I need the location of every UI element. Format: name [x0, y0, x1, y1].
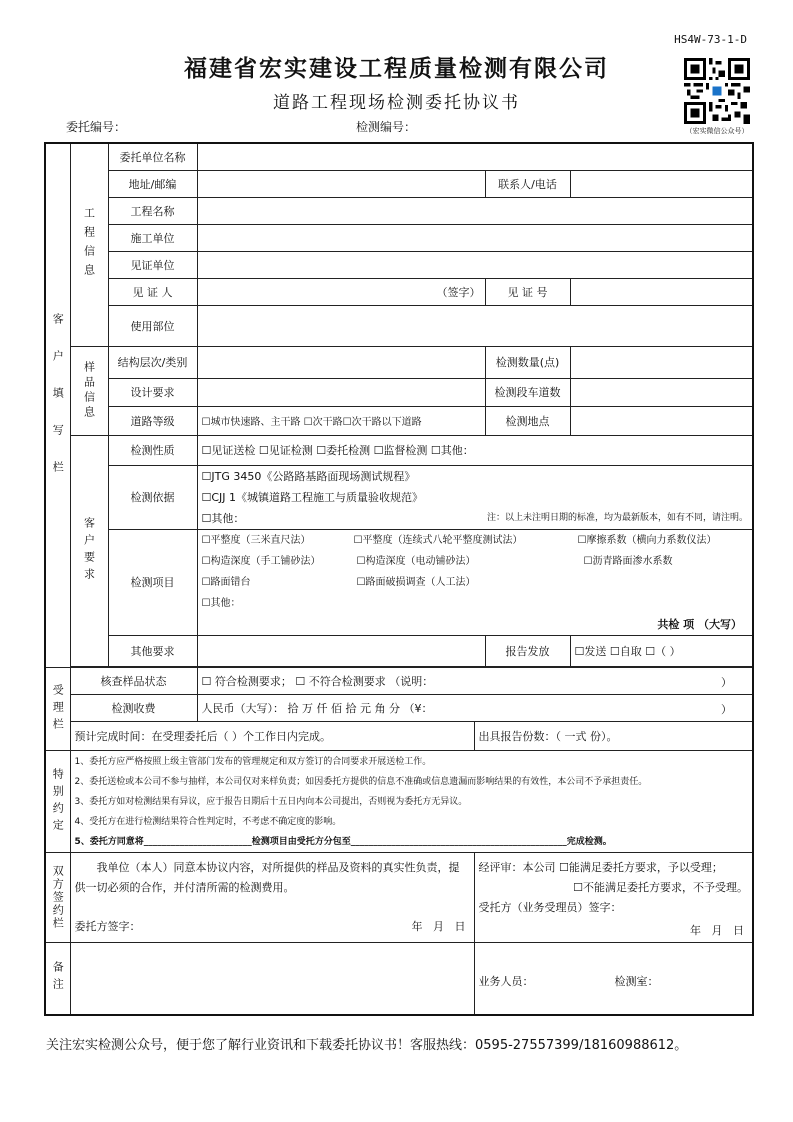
- sample-status-close: ）: [721, 676, 732, 689]
- item-flatness-ruler[interactable]: ☐平整度（三米直尺法）: [201, 534, 311, 546]
- address-label: 地址/邮编: [108, 170, 197, 197]
- sample-status-options[interactable]: ☐ 符合检测要求； ☐ 不符合检测要求 （说明：: [201, 675, 434, 688]
- client-signature-area[interactable]: [70, 853, 474, 943]
- structure-field[interactable]: [197, 346, 485, 378]
- item-texture-electric[interactable]: ☐构造深度（电动铺砂法）: [356, 555, 476, 567]
- contact-label: 联系人/电话: [485, 170, 570, 197]
- term-3: 3、委托方如对检测结果有异议，应于报告日期后十五日内向本公司提出，否则视为委托方无异议。: [74, 796, 468, 807]
- address-field[interactable]: [197, 170, 485, 197]
- term-2: 2、委托送检或本公司不参与抽样，本公司仅对来样负责；如因委托方提供的信息不准确或信息遗漏而影响结果的有效性，本公司不予承担责任。: [74, 776, 648, 787]
- design-req-label: 设计要求: [108, 378, 197, 406]
- lane-count-label: 检测段车道数: [485, 378, 570, 406]
- completion-time[interactable]: 预计完成时间：在受理委托后（ ）个工作日内完成。: [70, 722, 474, 751]
- item-faulting[interactable]: ☐路面错台: [201, 576, 251, 588]
- sample-status-field[interactable]: [197, 668, 753, 695]
- client-name-label: 委托单位名称: [108, 143, 197, 170]
- item-flatness-continuous[interactable]: ☐平整度（连续式八轮平整度测试法）: [353, 534, 523, 546]
- sample-info-label: 样品信息: [70, 346, 108, 435]
- other-req-label: 其他要求: [108, 635, 197, 666]
- company-title: 福建省宏实建设工程质量检测有限公司: [184, 56, 609, 82]
- use-dept-label: 使用部位: [108, 305, 197, 346]
- design-req-field[interactable]: [197, 378, 485, 406]
- sample-status-label: 核查样品状态: [70, 668, 197, 695]
- nature-options[interactable]: ☐见证送检 ☐见证检测 ☐委托检测 ☐监督检测 ☐其他：: [197, 435, 753, 465]
- client-sign-date: 年 月 日: [411, 920, 466, 933]
- lab-label: 检测室：: [614, 975, 659, 988]
- requirements-label: 客户要求: [70, 435, 108, 667]
- qr-caption: （宏实微信公众号）: [685, 127, 749, 135]
- project-name-label: 工程名称: [108, 197, 197, 224]
- term-1: 1、委托方应严格按照上级主管部门发布的管理规定和双方签订的合同要求开展送检工作。: [74, 756, 432, 767]
- test-count-field[interactable]: [570, 346, 753, 378]
- test-number-label: 检测编号：: [356, 120, 417, 134]
- terms-label: 特别约定: [45, 751, 70, 853]
- basis-cjj[interactable]: ☐CJJ 1《城镇道路工程施工与质量验收规范》: [201, 490, 424, 504]
- use-dept-field[interactable]: [197, 305, 753, 346]
- test-items[interactable]: [197, 529, 753, 635]
- witness-no-field[interactable]: [570, 278, 753, 305]
- test-count-label: 检测数量(点): [485, 346, 570, 378]
- entrust-number-label: 委托编号：: [66, 120, 127, 134]
- remarks-field[interactable]: [70, 943, 474, 1015]
- client-sign-label: 委托方签字：: [74, 920, 141, 933]
- road-grade-label: 道路等级: [108, 406, 197, 435]
- term-5[interactable]: 5、委托方同意将________________________检测项目由受托方分包至________________________________________________完成检测。: [74, 836, 612, 847]
- other-req-field[interactable]: [197, 635, 485, 666]
- qr-code-icon: [684, 58, 750, 124]
- item-permeability[interactable]: ☐沥青路面渗水系数: [583, 555, 673, 567]
- fee-label: 检测收费: [70, 695, 197, 722]
- acceptance-label: 受理栏: [45, 668, 70, 751]
- basis-jtg[interactable]: ☐JTG 3450《公路路基路面现场测试规程》: [201, 469, 416, 483]
- form-code: HS4W-73-1-D: [674, 33, 747, 46]
- signatures-label: 双方签约栏: [45, 853, 70, 943]
- location-field[interactable]: [570, 406, 753, 435]
- item-texture-manual[interactable]: ☐构造深度（手工铺砂法）: [201, 555, 321, 567]
- client-statement: 我单位（本人）同意本协议内容，对所提供的样品及资料的真实性负责，提供一切必须的合作，并付清所需的检测费用。: [74, 861, 460, 894]
- witness-no-label: 见 证 号: [485, 278, 570, 305]
- document-title: 道路工程现场检测委托协议书: [273, 93, 520, 113]
- staff-label: 业务人员：: [478, 975, 534, 988]
- terms-list: [70, 751, 753, 853]
- lane-count-field[interactable]: [570, 378, 753, 406]
- project-name-field[interactable]: [197, 197, 753, 224]
- witness-unit-field[interactable]: [197, 251, 753, 278]
- footer-hotline: 关注宏实检测公众号，便于您了解行业资讯和下载委托协议书！客服热线：0595-27557399/18160988612。: [46, 1038, 688, 1053]
- agent-sign-date: 年 月 日: [690, 924, 744, 937]
- agent-sign-label: 受托方（业务受理员）签字：: [478, 901, 622, 914]
- basis-label: 检测依据: [108, 465, 197, 529]
- term-4: 4、受托方在进行检测结果符合性判定时，不考虑不确定度的影响。: [74, 816, 342, 827]
- client-section-label: 客户填写栏: [45, 143, 70, 668]
- structure-label: 结构层次/类别: [108, 346, 197, 378]
- contact-field[interactable]: [570, 170, 753, 197]
- construction-unit-label: 施工单位: [108, 224, 197, 251]
- delivery-options[interactable]: ☐发送 ☐自取 ☐（ ）: [570, 635, 753, 666]
- nature-label: 检测性质: [108, 435, 197, 465]
- client-name-field[interactable]: [197, 143, 753, 170]
- items-total: 共检 项 （大写）: [657, 617, 742, 631]
- agreement-form: [44, 142, 754, 1016]
- project-info-label: 工程信息: [70, 143, 108, 346]
- item-other[interactable]: ☐其他：: [201, 597, 241, 609]
- items-label: 检测项目: [108, 529, 197, 635]
- review-accept[interactable]: 经评审：本公司 ☐能满足委托方要求，予以受理；: [478, 861, 723, 874]
- agent-signature-area[interactable]: [474, 853, 753, 943]
- basis-options[interactable]: [197, 465, 753, 529]
- remarks-staff-area: [474, 943, 753, 1015]
- basis-note: 注：以上未注明日期的标准，均为最新版本，如有不同，请注明。: [486, 512, 748, 523]
- report-copies[interactable]: 出具报告份数：（ 一式 份）。: [474, 722, 753, 751]
- basis-other[interactable]: ☐其他：: [201, 511, 245, 525]
- fee-text: 人民币（大写）： 拾 万 仟 佰 拾 元 角 分 （¥：: [201, 702, 433, 715]
- item-damage-survey[interactable]: ☐路面破损调查（人工法）: [356, 576, 476, 588]
- report-delivery-label: 报告发放: [485, 635, 570, 666]
- item-friction[interactable]: ☐摩擦系数（横向力系数仪法）: [577, 534, 717, 546]
- witness-person-label: 见 证 人: [108, 278, 197, 305]
- fee-field[interactable]: [197, 695, 753, 722]
- witness-signature-field[interactable]: [197, 278, 485, 305]
- road-grade-options[interactable]: ☐城市快速路、主干路 ☐次干路☐次干路以下道路: [197, 406, 485, 435]
- construction-unit-field[interactable]: [197, 224, 753, 251]
- signature-hint: （签字）: [436, 285, 481, 299]
- remarks-label: 备注: [45, 943, 70, 1015]
- witness-unit-label: 见证单位: [108, 251, 197, 278]
- review-reject[interactable]: ☐不能满足委托方要求，不予受理。: [573, 881, 748, 894]
- fee-close: ）: [721, 703, 732, 716]
- location-label: 检测地点: [485, 406, 570, 435]
